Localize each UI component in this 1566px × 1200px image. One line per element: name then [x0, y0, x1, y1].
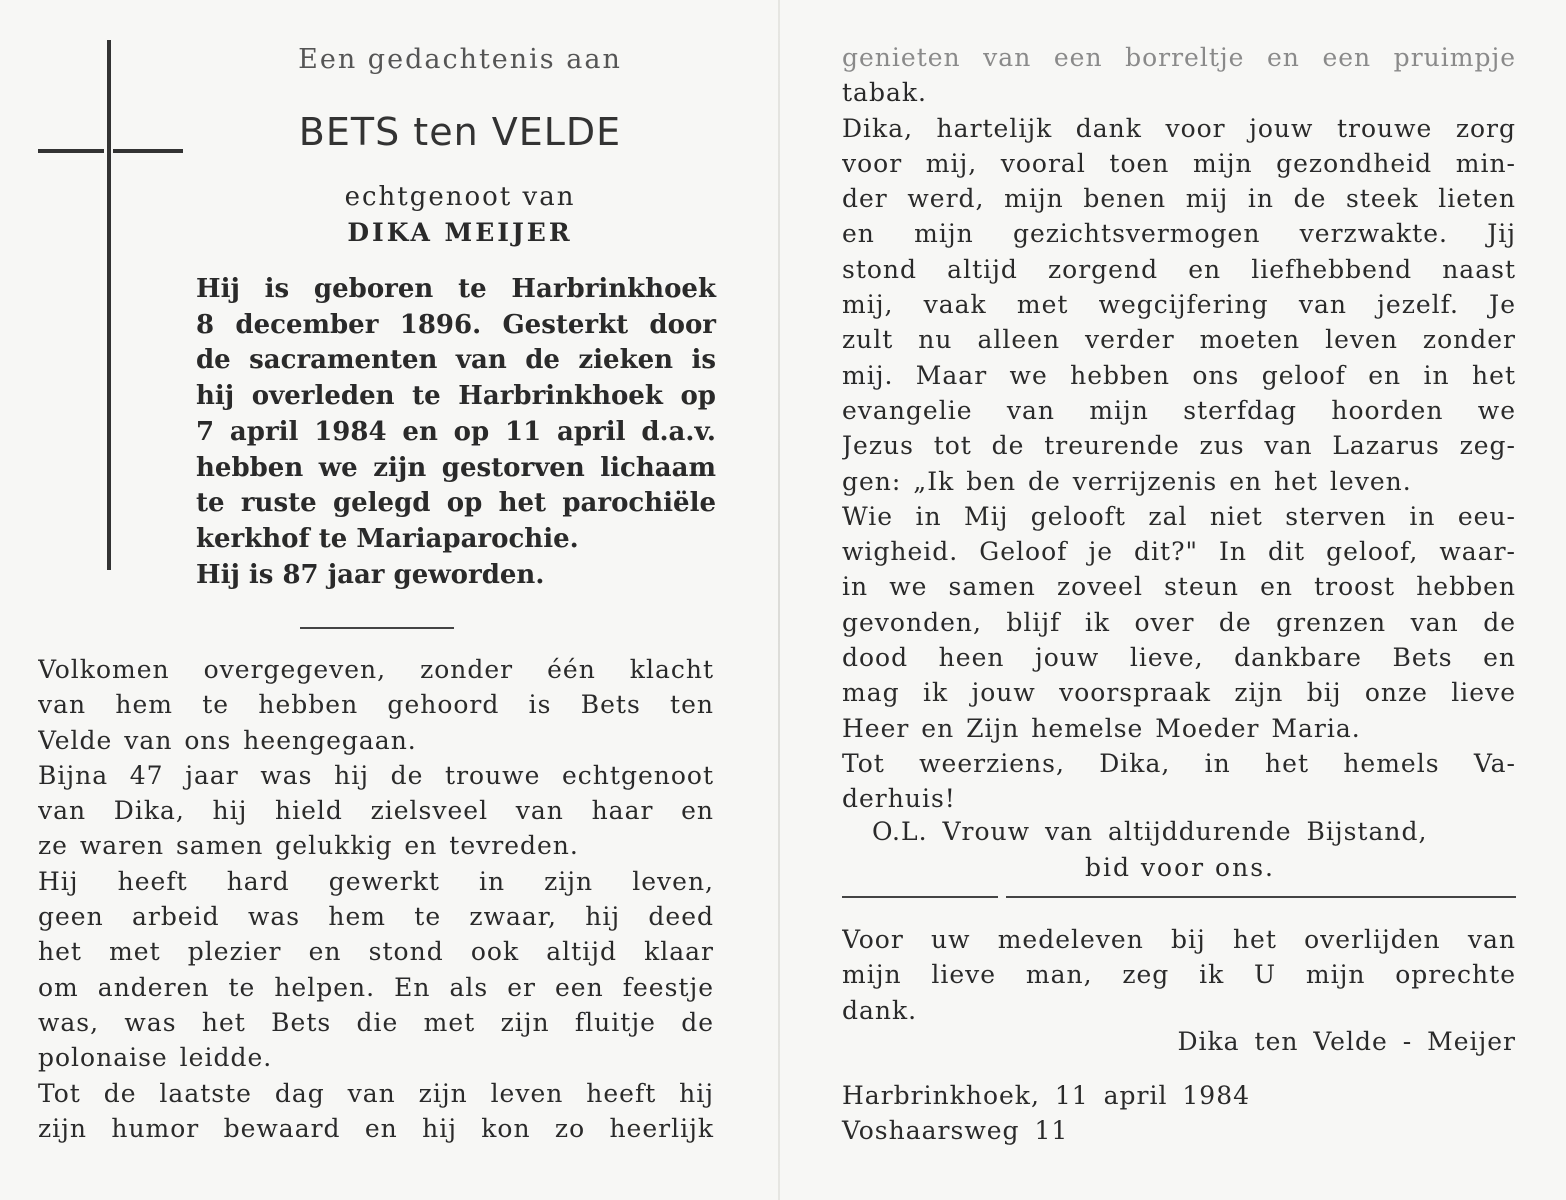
text-line: Tot weerziens, Dika, in het hemels Va-	[842, 748, 1516, 778]
text-line: Jezus tot de treurende zus van Lazarus zeg-	[842, 431, 1516, 461]
text-line: was, was het Bets die met zijn fluitje de	[38, 1007, 714, 1037]
card-fold	[778, 0, 780, 1200]
place-date: Harbrinkhoek, 11 april 1984	[842, 1081, 1251, 1110]
bio-line: Hij is geboren te Harbrinkhoek	[196, 274, 716, 304]
text-line: Volkomen overgegeven, zonder één klacht	[38, 655, 714, 684]
text-line: in we samen zoveel steun en troost hebben	[842, 572, 1516, 602]
bio-line: kerkhof te Mariaparochie.	[196, 523, 579, 554]
biography	[196, 272, 716, 593]
bio-line: 8 december 1896. Gesterkt door	[196, 309, 716, 340]
prayer-line: O.L. Vrouw van altijddurende Bijstand,	[872, 817, 1428, 846]
bio-line: de sacramenten van de zieken is	[196, 345, 716, 376]
text-line: mag ik jouw voorspraak zijn bij onze lieve	[842, 678, 1516, 708]
bio-line: te ruste gelegd op het parochiële	[196, 488, 716, 519]
text-line: mij. Maar we hebben ons geloof en in het	[842, 360, 1516, 390]
text-line: ze waren samen gelukkig en tevreden.	[38, 831, 579, 861]
text-line: derhuis!	[842, 784, 956, 814]
text-line: Bijna 47 jaar was hij de trouwe echtgenoot	[38, 760, 714, 790]
place-block	[842, 1078, 1250, 1149]
text-line: mij, vaak met wegcijfering van jezelf. Je	[842, 290, 1516, 320]
text-line: Heer en Zijn hemelse Moeder Maria.	[842, 713, 1361, 743]
text-line: zult nu alleen verder moeten leven zonder	[842, 325, 1516, 355]
text-line: Tot de laatste dag van zijn leven heeft hij	[38, 1078, 714, 1108]
intro-text: Een gedachtenis aan	[298, 44, 622, 75]
deceased-name: BETS ten VELDE	[298, 110, 622, 154]
text-line: Dika, hartelijk dank voor jouw trouwe zorg	[842, 113, 1516, 143]
text-line: en mijn gezichtsvermogen verzwakte. Jij	[842, 219, 1516, 249]
text-line: evangelie van mijn sterfdag hoorden we	[842, 395, 1516, 425]
text-line: gevonden, blijf ik over de grenzen van de	[842, 607, 1516, 637]
address: Voshaarsweg 11	[842, 1116, 1069, 1146]
text-line: dood heen jouw lieve, dankbare Bets en	[842, 643, 1516, 673]
text-line: mijn lieve man, zeg ik U mijn oprechte	[842, 960, 1516, 990]
text-line: Voor uw medeleven bij het overlijden van	[842, 925, 1516, 954]
text-line: geen arbeid was hem te zwaar, hij deed	[38, 902, 714, 932]
text-line: Wie in Mij gelooft zal niet sterven in eeu-	[842, 501, 1516, 531]
text-line: voor mij, vooral toen mijn gezondheid min-	[842, 148, 1516, 178]
text-line: wigheid. Geloof je dit?" In dit geloof, waar-	[842, 537, 1516, 567]
prayer-line: bid voor ons.	[1084, 853, 1275, 882]
spouse-of-label: echtgenoot van	[344, 182, 576, 212]
divider	[300, 627, 454, 629]
text-line: genieten van een borreltje en een pruimpje	[842, 43, 1516, 72]
spouse-name: DIKA MEIJER	[347, 218, 573, 247]
text-line: tabak.	[842, 78, 927, 108]
text-line: zijn humor bewaard en hij kon zo heerlijk	[38, 1113, 714, 1143]
text-line: stond altijd zorgend en liefhebbend naast	[842, 254, 1516, 284]
tribute-text-left	[38, 652, 714, 1146]
thanks-text	[842, 922, 1516, 1028]
text-line: Velde van ons heengegaan.	[38, 725, 417, 755]
text-line: het met plezier en stond ook altijd klaar	[38, 937, 714, 967]
text-line: Hij heeft hard gewerkt in zijn leven,	[38, 866, 714, 896]
bio-line: 7 april 1984 en op 11 april d.a.v.	[196, 416, 716, 447]
text-line: gen: „Ik ben de verrijzenis en het leven.	[842, 466, 1412, 496]
bio-line: Hij is 87 jaar geworden.	[196, 559, 545, 590]
bio-line: hij overleden te Harbrinkhoek op	[196, 381, 716, 412]
bio-line: hebben we zijn gestorven lichaam	[196, 452, 716, 483]
text-line: der werd, mijn benen mij in de steek lieten	[842, 184, 1516, 214]
text-line: van hem te hebben gehoord is Bets ten	[38, 690, 714, 720]
signature: Dika ten Velde - Meijer	[1177, 1027, 1516, 1056]
divider	[842, 896, 998, 898]
text-line: polonaise leidde.	[38, 1043, 273, 1073]
divider	[1006, 896, 1516, 898]
text-line: dank.	[842, 995, 918, 1025]
tribute-text-right	[842, 40, 1516, 817]
text-line: van Dika, hij hield zielsveel van haar en	[38, 796, 714, 826]
text-line: om anderen te helpen. En als er een feestje	[38, 972, 714, 1002]
